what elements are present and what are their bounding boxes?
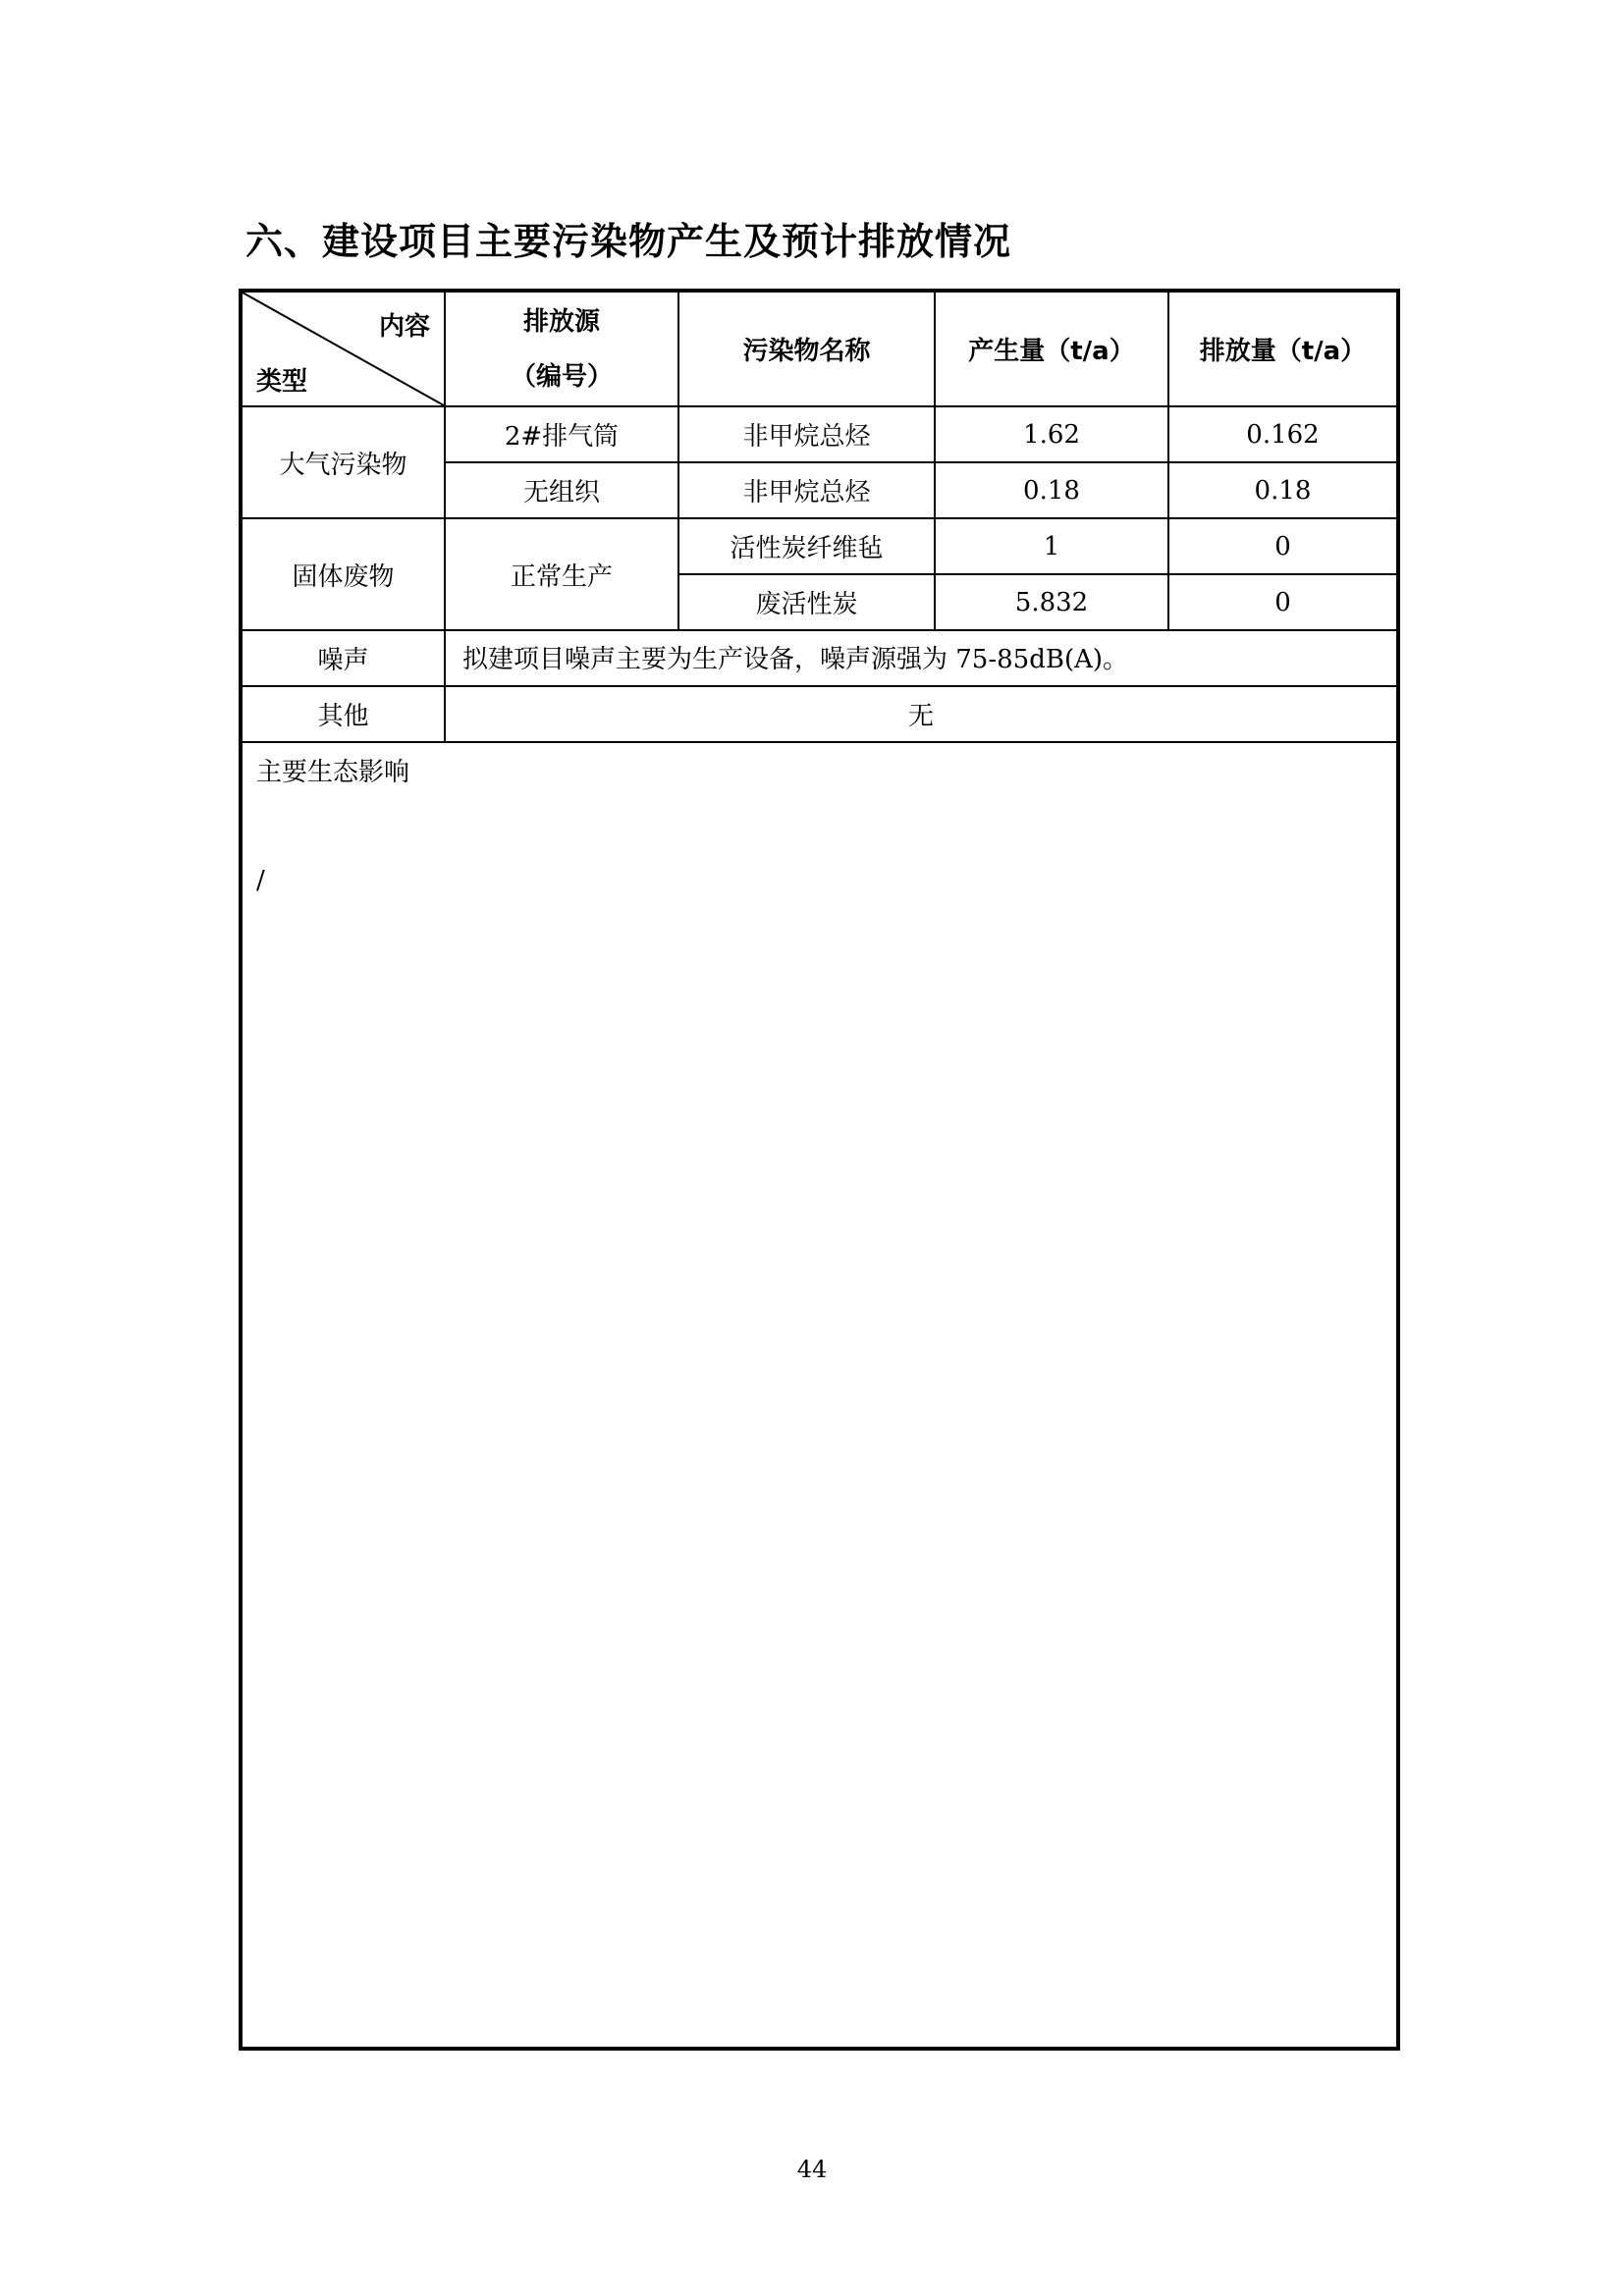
grid-line [243, 741, 1396, 743]
header-source [446, 293, 677, 405]
header-source-line1: 排放源 [522, 306, 600, 337]
solid-type-cell: 固体废物 [292, 561, 395, 592]
pollutant-table [239, 289, 1400, 2051]
air-row-1-pollutant: 非甲烷总烃 [742, 422, 871, 452]
air-row-2-source: 无组织 [522, 478, 600, 507]
solid-row-1-pollutant: 活性炭纤维毡 [730, 534, 884, 563]
air-row-1-emission: 0.162 [1246, 419, 1320, 450]
header-content-label: 内容 [378, 312, 430, 342]
noise-type-cell: 噪声 [317, 646, 369, 675]
other-value-cell: 无 [907, 702, 934, 731]
ecology-value: / [256, 866, 265, 895]
air-row-2-emission: 0.18 [1254, 475, 1312, 506]
section-title: 六、建设项目主要污染物产生及预计排放情况 [245, 220, 1012, 263]
header-source-line2: （编号） [510, 361, 613, 392]
air-row-2-production: 0.18 [1023, 475, 1080, 506]
solid-row-2-emission: 0 [1274, 587, 1291, 617]
air-row-1-production: 1.62 [1023, 419, 1080, 450]
solid-row-2-production: 5.832 [1014, 587, 1089, 617]
air-row-2-pollutant: 非甲烷总烃 [742, 478, 871, 507]
noise-description: 拟建项目噪声主要为生产设备，噪声源强为 75-85dB(A)。 [462, 645, 1129, 674]
other-type-cell: 其他 [317, 702, 369, 731]
header-emission: 排放量（t/a） [1199, 337, 1367, 366]
air-row-1-source: 2#排气筒 [504, 422, 620, 452]
air-type-cell: 大气污染物 [279, 450, 407, 480]
header-production: 产生量（t/a） [968, 337, 1135, 366]
header-type-label: 类型 [256, 367, 308, 397]
solid-row-1-emission: 0 [1274, 531, 1291, 561]
solid-row-1-production: 1 [1043, 531, 1060, 561]
ecology-label: 主要生态影响 [256, 758, 410, 787]
header-corner-cell [243, 293, 444, 405]
page-number: 44 [796, 2156, 828, 2183]
header-pollutant: 污染物名称 [742, 337, 871, 366]
solid-row-2-pollutant: 废活性炭 [755, 590, 858, 619]
solid-source-cell: 正常生产 [510, 561, 613, 592]
